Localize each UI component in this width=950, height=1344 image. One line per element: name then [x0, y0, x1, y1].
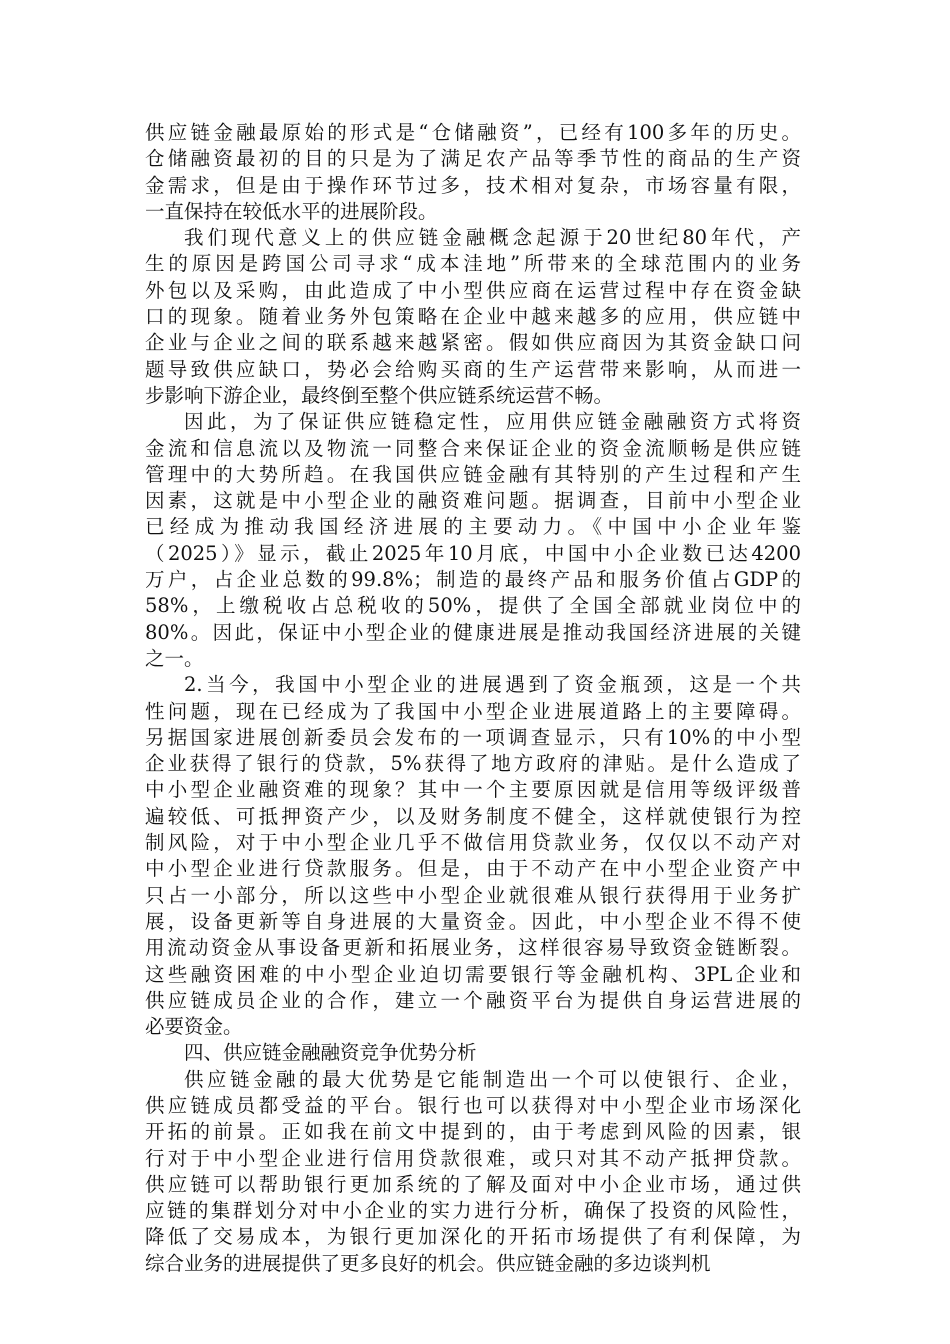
text-line: 已经成为推动我国经济进展的主要动力。《中国中小企业年鉴 [145, 515, 801, 539]
text-line: 管理中的大势所趋。在我国供应链金融有其特别的产生过程和产生 [145, 462, 801, 486]
text-line: 这些融资困难的中小型企业迫切需要银行等金融机构、3PL企业和 [145, 962, 801, 986]
text-line: 开拓的前景。正如我在前文中提到的，由于考虑到风险的因素，银 [145, 1120, 801, 1144]
text-line: 综合业务的进展提供了更多良好的机会。供应链金融的多边谈判机 [145, 1251, 711, 1275]
paragraph-3 [145, 409, 801, 672]
paragraph-2 [145, 225, 801, 409]
text-line: 应链的集群划分对中小企业的实力进行分析，确保了投资的风险性， [145, 1199, 801, 1223]
text-line: 中小型企业融资难的现象？其中一个主要原因就是信用等级评级普 [145, 778, 801, 802]
text-line: 必要资金。 [145, 1015, 243, 1039]
text-line: 只占一小部分，所以这些中小型企业就很难从银行获得用于业务扩 [145, 883, 801, 907]
document-body [145, 120, 801, 1277]
text-line: 企业与企业之间的联系越来越紧密。假如供应商因为其资金缺口问 [145, 331, 801, 355]
text-line: 行对于中小型企业进行信用贷款很难，或只对其不动产抵押贷款。 [145, 1146, 801, 1170]
text-line: 仓储融资最初的目的只是为了满足农产品等季节性的商品的生产资 [145, 147, 801, 171]
text-line: 四、供应链金融融资竞争优势分析 [184, 1041, 477, 1065]
text-line: 供应链成员都受益的平台。银行也可以获得对中小型企业市场深化 [145, 1093, 801, 1117]
text-line: 展，设备更新等自身进展的大量资金。因此，中小型企业不得不使 [145, 909, 801, 933]
text-line: （2025）》显示，截止2025年10月底，中国中小企业数已达4200 [145, 541, 801, 565]
text-line: 企业获得了银行的贷款，5%获得了地方政府的津贴。是什么造成了 [145, 752, 801, 776]
text-line: 我们现代意义上的供应链金融概念起源于20世纪80年代，产 [184, 226, 801, 250]
text-line: 步影响下游企业，最终倒至整个供应链系统运营不畅。 [145, 383, 614, 407]
text-line: 因素，这就是中小型企业的融资难问题。据调查，目前中小型企业 [145, 489, 801, 513]
text-line: 题导致供应缺口，势必会给购买商的生产运营带来影响，从而进一 [145, 357, 801, 381]
text-line: 供应链金融最原始的形式是“仓储融资”，已经有100多年的历史。 [145, 121, 801, 144]
text-line: 降低了交易成本，为银行更加深化的开拓市场提供了有利保障，为 [145, 1225, 801, 1249]
paragraph-4 [145, 672, 801, 1040]
text-line: 供应链金融的最大优势是它能制造出一个可以使银行、企业， [184, 1067, 801, 1091]
text-line: 口的现象。随着业务外包策略在企业中越来越多的应用，供应链中 [145, 305, 801, 329]
text-line: 用流动资金从事设备更新和拓展业务，这样很容易导致资金链断裂。 [145, 936, 801, 960]
text-line: 生的原因是跨国公司寻求“成本洼地”所带来的全球范围内的业务 [145, 252, 801, 276]
text-line: 制风险，对于中小型企业几乎不做信用贷款业务，仅仅以不动产对 [145, 831, 801, 855]
text-line: 金需求，但是由于操作环节过多，技术相对复杂，市场容量有限， [145, 173, 801, 197]
paragraph-1 [145, 120, 801, 225]
text-line: 金流和信息流以及物流一同整合来保证企业的资金流顺畅是供应链 [145, 436, 801, 460]
text-line: 一直保持在较低水平的进展阶段。 [145, 199, 438, 223]
text-line: 另据国家进展创新委员会发布的一项调查显示，只有10%的中小型 [145, 725, 801, 749]
text-line: 2.当今，我国中小型企业的进展遇到了资金瓶颈，这是一个共 [184, 673, 801, 697]
text-line: 58%，上缴税收占总税收的50%，提供了全国全部就业岗位中的 [145, 594, 801, 618]
text-line: 供应链可以帮助银行更加系统的了解及面对中小企业市场，通过供 [145, 1172, 801, 1196]
text-line: 性问题，现在已经成为了我国中小型企业进展道路上的主要障碍。 [145, 699, 801, 723]
text-line: 遍较低、可抵押资产少，以及财务制度不健全，这样就使银行为控 [145, 804, 801, 828]
text-line: 因此，为了保证供应链稳定性，应用供应链金融融资方式将资 [184, 410, 801, 434]
section-heading-4 [145, 1040, 801, 1066]
text-line: 外包以及采购，由此造成了中小型供应商在运营过程中存在资金缺 [145, 278, 801, 302]
text-line: 之一。 [145, 646, 204, 670]
text-line: 供应链成员企业的合作，建立一个融资平台为提供自身运营进展的 [145, 988, 801, 1012]
text-line: 万户，占企业总数的99.8%；制造的最终产品和服务价值占GDP的 [145, 568, 801, 592]
text-line: 80%。因此，保证中小型企业的健康进展是推动我国经济进展的关键 [145, 620, 801, 644]
paragraph-5 [145, 1067, 801, 1277]
text-line: 中小型企业进行贷款服务。但是，由于不动产在中小型企业资产中 [145, 857, 801, 881]
